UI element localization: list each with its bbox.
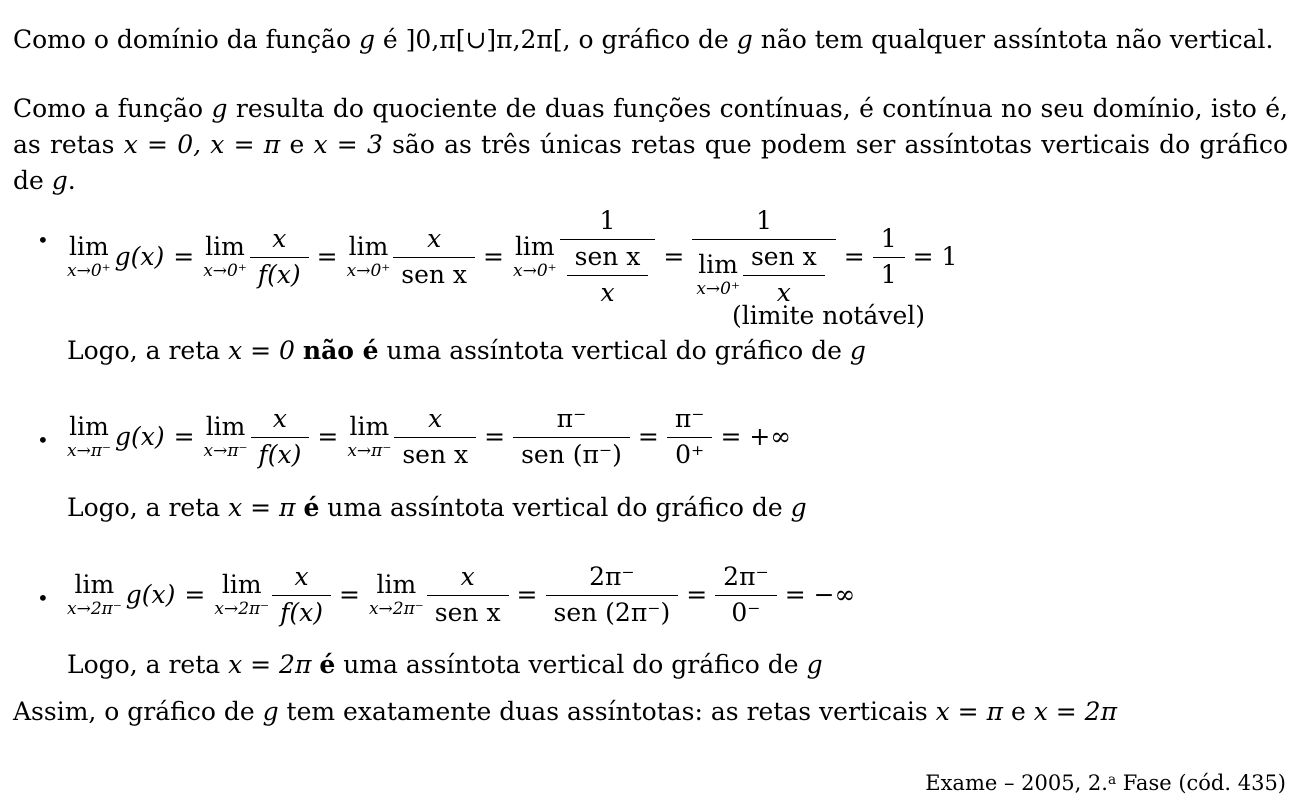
bullet: •	[37, 586, 49, 610]
var-g: g	[736, 25, 753, 54]
fraction: $\frac{x}{f(x)}$	[254, 225, 305, 290]
exam-source-footer: Exame – 2005, 2.$^a$ Fase (cód. 435)	[925, 771, 1286, 795]
bullet: •	[37, 228, 49, 252]
limit-operator: lim x→0⁺	[67, 232, 111, 282]
conclusion-line-1: Logo, a reta x = 0 não é uma assíntota vertical do gráfico de g	[67, 336, 866, 365]
conclusion-line-2: Logo, a reta x = π é uma assíntota vertical do gráfico de g	[67, 493, 807, 522]
continuity-paragraph: Como a função g resulta do quociente de duas funções contínuas, é contínua no seu domínio, isto é, as retas x = 0, x = π e x = 3 são as três únicas retas que podem ser assíntotas verticais do gráfico de g.	[13, 94, 1288, 195]
fraction: 1 lim x→0⁺ $\frac{\text{sen x}}{x}$	[696, 207, 831, 307]
limit-at-0-equation: lim x→0⁺ g(x) = lim x→0⁺ $\frac{x}{f(x)}$ = lim x→0⁺ $\frac{x}{\text{sen x}}$ = lim x→0⁺ $\frac{1}{\frac{\text{sen x}}{x}}$ = 1 lim x→0⁺ $\frac{\text{sen x}}{x}$ = $\frac{1}{1}$ = 1	[67, 206, 958, 307]
bullet: •	[37, 428, 49, 452]
fraction: $\frac{1}{\frac{\text{sen x}}{x}}$	[564, 207, 652, 307]
fraction: $\frac{x}{\text{sen x}}$	[397, 225, 471, 290]
domain-paragraph: Como o domínio da função g é ]0,π[∪]π,2π[, o gráfico de g não tem qualquer assíntota não vertical.	[13, 25, 1274, 54]
limit-at-pi-equation: lim x→π⁻ g(x) = lim x→π⁻ $\frac{x}{f(x)}$ = lim x→π⁻ $\frac{x}{\text{sen x}}$ = $\frac{\pi^-}{\text{sen (π⁻)}}$ = $\frac{\pi^-}{0^+}$ = +∞	[67, 404, 792, 469]
fraction: $\frac{1}{1}$	[877, 225, 901, 290]
limit-at-2pi-equation: lim x→2π⁻ g(x) = lim x→2π⁻ $\frac{x}{f(x)}$ = lim x→2π⁻ $\frac{x}{\text{sen x}}$ = $\frac{2\pi^-}{\text{sen (2π⁻)}}$ = $\frac{2\pi^-}{0^-}$ = −∞	[67, 562, 856, 627]
conclusion-line-3: Logo, a reta x = 2π é uma assíntota vertical do gráfico de g	[67, 650, 823, 679]
final-conclusion: Assim, o gráfico de g tem exatamente duas assíntotas: as retas verticais x = π e x = 2π	[13, 697, 1117, 726]
var-g: g	[358, 25, 375, 54]
limit-note: (limite notável)	[732, 301, 926, 330]
